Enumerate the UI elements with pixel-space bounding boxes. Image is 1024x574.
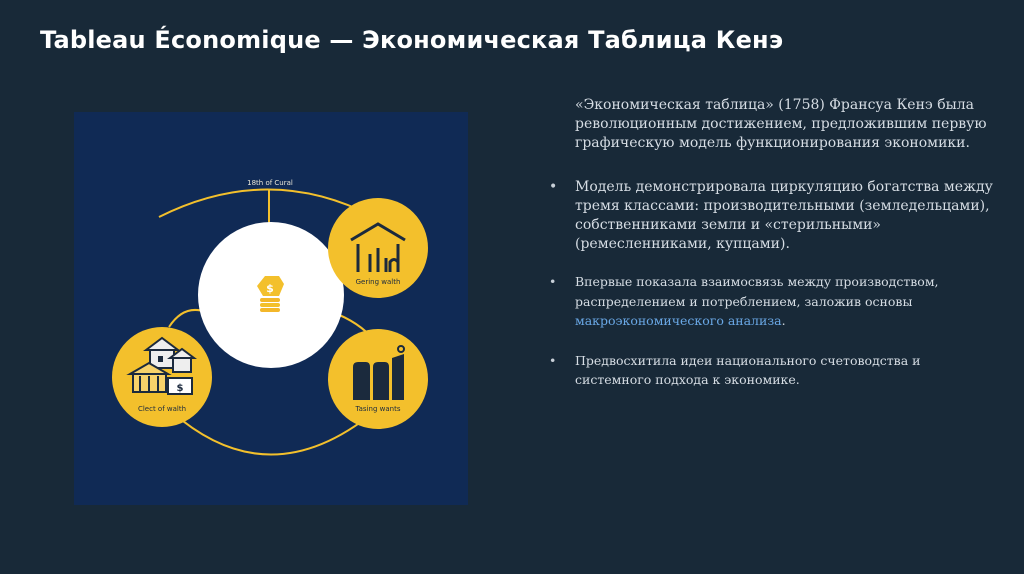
bullet-text: Модель демонстрировала циркуляцию богатства между тремя классами: производительными (земледельцами), собственниками земли и «стерильными» (ремесленниками, купцами). xyxy=(575,179,993,252)
coin-dollar-symbol: $ xyxy=(266,282,274,295)
macroeconomic-analysis-link[interactable]: макроэкономического анализа xyxy=(575,313,782,328)
bullet-marker: • xyxy=(549,179,558,195)
bullet-text: Предвосхитила идеи национального счетоводства и системного подхода к экономике. xyxy=(575,352,921,387)
bullet-item xyxy=(549,272,1000,331)
bottom-right-label: Tasing wants xyxy=(355,405,401,413)
text-column xyxy=(549,96,1000,410)
bullet-item xyxy=(549,178,1000,254)
bullet-marker: • xyxy=(549,352,557,368)
bottom-left-label: Clect of walth xyxy=(137,405,187,413)
slide-title: Tableau Économique — Экономическая Таблица Кенэ xyxy=(40,26,784,54)
circular-flow-illustration xyxy=(74,112,468,505)
circular-flow-diagram xyxy=(74,112,468,505)
top-right-label: Gering walth xyxy=(355,278,401,286)
arc-label: 18th of Cural xyxy=(247,179,293,187)
intro-paragraph: «Экономическая таблица» (1758) Франсуа Кенэ была революционным достижением, предложившим первую графическую модель функционирования экономики. xyxy=(575,97,987,151)
bank-dollar-symbol: $ xyxy=(176,383,184,394)
bullet-text-end: . xyxy=(781,313,786,328)
bullet-item xyxy=(549,351,1000,390)
bullet-marker: • xyxy=(549,274,557,289)
bullet-text: Впервые показала взаимосвязь между производством, распределением и потреблением, заложив основы xyxy=(575,274,939,309)
bullet-list xyxy=(549,178,1000,390)
